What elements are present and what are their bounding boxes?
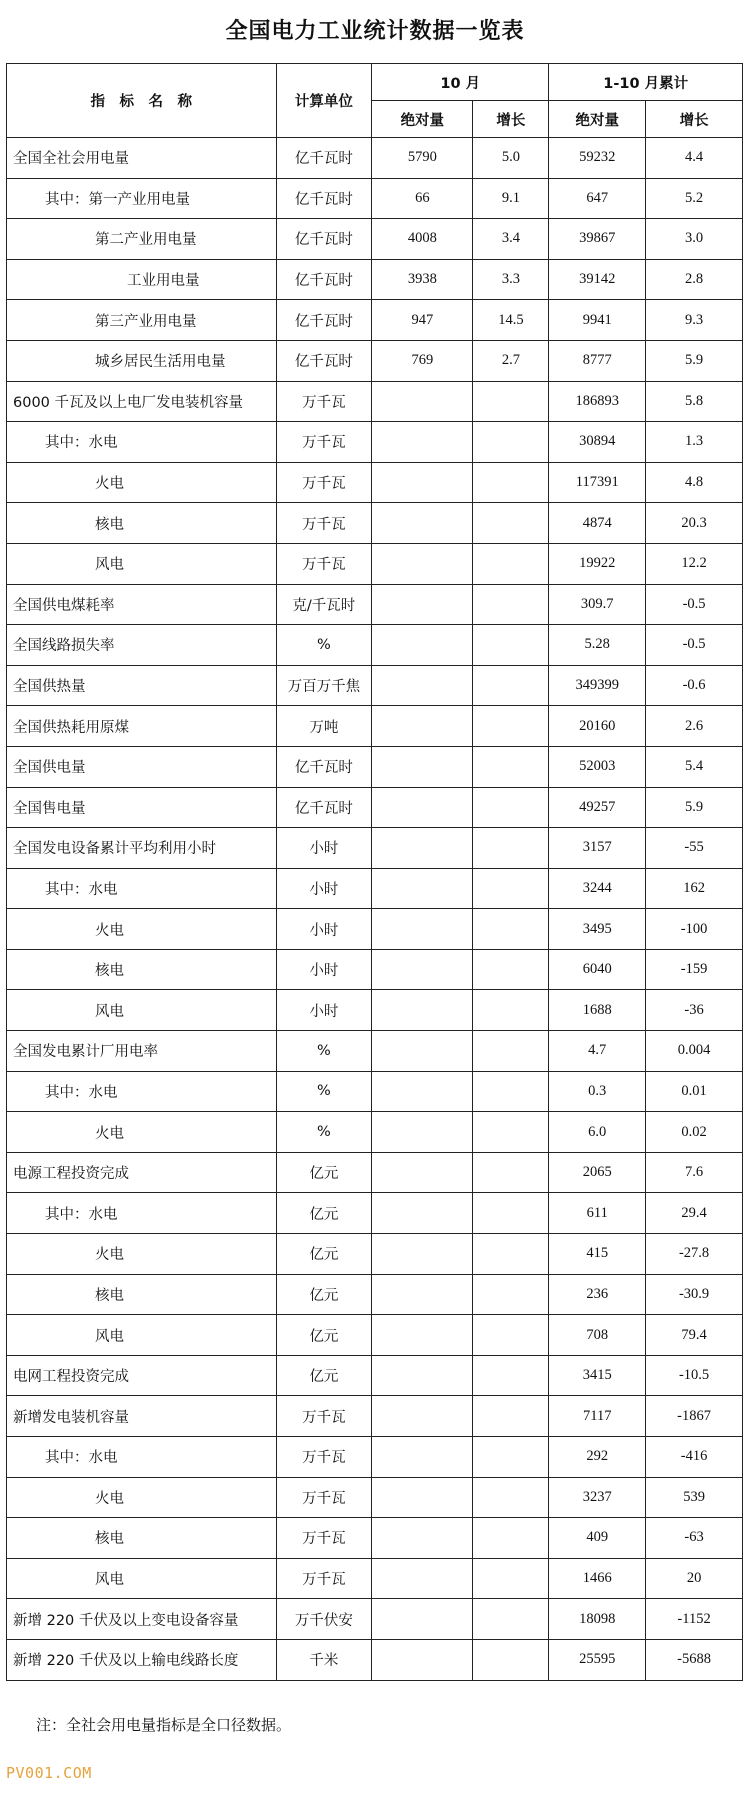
row-cumulative-abs: 3244 xyxy=(549,868,646,909)
table-row xyxy=(7,828,743,869)
row-month-abs xyxy=(372,868,473,909)
row-unit: 千米 xyxy=(276,1639,372,1680)
row-cumulative-growth: -0.5 xyxy=(646,584,743,625)
row-month-abs xyxy=(372,665,473,706)
row-cumulative-growth: 5.4 xyxy=(646,746,743,787)
row-cumulative-abs: 4874 xyxy=(549,503,646,544)
row-name: 全国供电煤耗率 xyxy=(7,584,277,625)
table-row xyxy=(7,1355,743,1396)
table-row xyxy=(7,543,743,584)
row-month-growth xyxy=(473,1234,549,1275)
row-month-abs: 3938 xyxy=(372,259,473,300)
row-month-abs xyxy=(372,1274,473,1315)
page-title: 全国电力工业统计数据一览表 xyxy=(225,19,525,44)
row-month-growth xyxy=(473,1477,549,1518)
row-name: 其中：水电 xyxy=(7,422,277,463)
row-month-growth xyxy=(473,625,549,666)
row-month-growth xyxy=(473,503,549,544)
row-cumulative-abs: 52003 xyxy=(549,746,646,787)
table-row xyxy=(7,1152,743,1193)
row-name: 第二产业用电量 xyxy=(7,219,277,260)
row-cumulative-abs: 309.7 xyxy=(549,584,646,625)
row-cumulative-abs: 7117 xyxy=(549,1396,646,1437)
row-name: 全国供热耗用原煤 xyxy=(7,706,277,747)
table-row xyxy=(7,1639,743,1680)
row-month-abs xyxy=(372,1477,473,1518)
header-cumulative-growth: 增长 xyxy=(646,101,743,138)
row-cumulative-growth: -416 xyxy=(646,1437,743,1478)
row-unit: 亿千瓦时 xyxy=(276,259,372,300)
table-row xyxy=(7,1071,743,1112)
row-unit: 亿千瓦时 xyxy=(276,746,372,787)
table-row xyxy=(7,1193,743,1234)
row-unit: 亿元 xyxy=(276,1152,372,1193)
row-name: 全国售电量 xyxy=(7,787,277,828)
row-cumulative-growth: 0.01 xyxy=(646,1071,743,1112)
row-name: 全国线路损失率 xyxy=(7,625,277,666)
row-name: 火电 xyxy=(7,462,277,503)
row-month-abs xyxy=(372,503,473,544)
table-row xyxy=(7,665,743,706)
row-name: 6000 千瓦及以上电厂发电装机容量 xyxy=(7,381,277,422)
row-cumulative-growth: -30.9 xyxy=(646,1274,743,1315)
row-cumulative-growth: 0.02 xyxy=(646,1112,743,1153)
row-cumulative-abs: 647 xyxy=(549,178,646,219)
row-month-abs: 5790 xyxy=(372,138,473,179)
table-row xyxy=(7,1234,743,1275)
row-unit: 亿元 xyxy=(276,1234,372,1275)
row-cumulative-growth: 5.9 xyxy=(646,787,743,828)
row-cumulative-growth: -100 xyxy=(646,909,743,950)
row-cumulative-abs: 409 xyxy=(549,1518,646,1559)
row-unit: % xyxy=(276,1071,372,1112)
row-name: 全国发电设备累计平均利用小时 xyxy=(7,828,277,869)
row-name: 火电 xyxy=(7,1234,277,1275)
row-cumulative-abs: 292 xyxy=(549,1437,646,1478)
row-unit: 万千伏安 xyxy=(276,1599,372,1640)
row-unit: 万千瓦 xyxy=(276,1518,372,1559)
row-month-abs xyxy=(372,462,473,503)
row-month-abs xyxy=(372,1558,473,1599)
table-row xyxy=(7,949,743,990)
row-cumulative-abs: 1688 xyxy=(549,990,646,1031)
row-cumulative-abs: 3237 xyxy=(549,1477,646,1518)
row-month-abs: 4008 xyxy=(372,219,473,260)
row-month-abs xyxy=(372,1234,473,1275)
row-name: 核电 xyxy=(7,503,277,544)
table-row xyxy=(7,462,743,503)
row-month-abs xyxy=(372,1396,473,1437)
row-month-abs xyxy=(372,990,473,1031)
row-name: 电网工程投资完成 xyxy=(7,1355,277,1396)
row-month-abs xyxy=(372,1193,473,1234)
row-unit: 万千瓦 xyxy=(276,1558,372,1599)
row-name: 电源工程投资完成 xyxy=(7,1152,277,1193)
row-month-abs xyxy=(372,1355,473,1396)
row-cumulative-growth: 5.2 xyxy=(646,178,743,219)
row-name: 其中：水电 xyxy=(7,1071,277,1112)
row-month-growth xyxy=(473,1031,549,1072)
row-cumulative-abs: 30894 xyxy=(549,422,646,463)
row-month-growth xyxy=(473,462,549,503)
header-month-abs: 绝对量 xyxy=(372,101,473,138)
row-month-abs xyxy=(372,1437,473,1478)
row-cumulative-growth: 1.3 xyxy=(646,422,743,463)
row-cumulative-growth: 29.4 xyxy=(646,1193,743,1234)
row-cumulative-growth: 12.2 xyxy=(646,543,743,584)
row-month-abs xyxy=(372,746,473,787)
table-row xyxy=(7,1396,743,1437)
header-indicator-name: 指 标 名 称 xyxy=(7,64,277,138)
row-month-growth xyxy=(473,1071,549,1112)
row-cumulative-growth: 7.6 xyxy=(646,1152,743,1193)
table-row xyxy=(7,1477,743,1518)
table-row xyxy=(7,706,743,747)
row-month-growth xyxy=(473,1152,549,1193)
header-month-growth: 增长 xyxy=(473,101,549,138)
table-row xyxy=(7,1112,743,1153)
table-row xyxy=(7,746,743,787)
row-month-growth xyxy=(473,1112,549,1153)
row-month-abs xyxy=(372,1112,473,1153)
row-unit: 亿千瓦时 xyxy=(276,300,372,341)
row-name: 火电 xyxy=(7,1112,277,1153)
row-month-abs xyxy=(372,1518,473,1559)
table-row xyxy=(7,1599,743,1640)
row-month-abs xyxy=(372,1031,473,1072)
row-unit: 小时 xyxy=(276,828,372,869)
row-month-growth xyxy=(473,584,549,625)
row-name: 核电 xyxy=(7,1518,277,1559)
row-name: 全国发电累计厂用电率 xyxy=(7,1031,277,1072)
row-cumulative-abs: 117391 xyxy=(549,462,646,503)
row-cumulative-abs: 2065 xyxy=(549,1152,646,1193)
row-month-growth xyxy=(473,1274,549,1315)
row-name: 全国全社会用电量 xyxy=(7,138,277,179)
row-unit: 万千瓦 xyxy=(276,503,372,544)
row-cumulative-growth: 539 xyxy=(646,1477,743,1518)
row-cumulative-growth: -27.8 xyxy=(646,1234,743,1275)
row-cumulative-abs: 39867 xyxy=(549,219,646,260)
header-unit: 计算单位 xyxy=(276,64,372,138)
row-month-abs xyxy=(372,706,473,747)
row-name: 全国供电量 xyxy=(7,746,277,787)
row-cumulative-growth: 20 xyxy=(646,1558,743,1599)
row-cumulative-abs: 0.3 xyxy=(549,1071,646,1112)
row-name: 其中：水电 xyxy=(7,1193,277,1234)
table-row xyxy=(7,1274,743,1315)
row-unit: 万千瓦 xyxy=(276,1437,372,1478)
row-cumulative-abs: 415 xyxy=(549,1234,646,1275)
row-month-growth xyxy=(473,665,549,706)
row-month-abs: 947 xyxy=(372,300,473,341)
row-cumulative-growth: -0.5 xyxy=(646,625,743,666)
row-name: 风电 xyxy=(7,1315,277,1356)
row-name: 火电 xyxy=(7,909,277,950)
row-name: 新增 220 千伏及以上变电设备容量 xyxy=(7,1599,277,1640)
row-cumulative-growth: -1152 xyxy=(646,1599,743,1640)
row-unit: 万千瓦 xyxy=(276,1396,372,1437)
row-unit: % xyxy=(276,625,372,666)
row-month-abs: 769 xyxy=(372,340,473,381)
table-row xyxy=(7,1518,743,1559)
row-month-growth xyxy=(473,990,549,1031)
row-month-abs xyxy=(372,625,473,666)
row-unit: 亿元 xyxy=(276,1193,372,1234)
row-month-growth xyxy=(473,1437,549,1478)
row-month-abs xyxy=(372,422,473,463)
row-month-abs xyxy=(372,381,473,422)
row-month-abs xyxy=(372,1152,473,1193)
table-row xyxy=(7,340,743,381)
row-month-growth: 5.0 xyxy=(473,138,549,179)
row-unit: 亿元 xyxy=(276,1355,372,1396)
table-row xyxy=(7,787,743,828)
table-row xyxy=(7,1558,743,1599)
row-unit: 亿千瓦时 xyxy=(276,340,372,381)
row-cumulative-abs: 3157 xyxy=(549,828,646,869)
row-name: 全国供热量 xyxy=(7,665,277,706)
row-cumulative-growth: 79.4 xyxy=(646,1315,743,1356)
row-cumulative-abs: 4.7 xyxy=(549,1031,646,1072)
row-name: 风电 xyxy=(7,543,277,584)
header-cumulative-abs: 绝对量 xyxy=(549,101,646,138)
row-month-growth xyxy=(473,1355,549,1396)
row-name: 核电 xyxy=(7,1274,277,1315)
row-month-growth xyxy=(473,787,549,828)
row-cumulative-growth: -1867 xyxy=(646,1396,743,1437)
row-cumulative-abs: 59232 xyxy=(549,138,646,179)
row-unit: 小时 xyxy=(276,868,372,909)
row-month-growth xyxy=(473,868,549,909)
row-cumulative-growth: 0.004 xyxy=(646,1031,743,1072)
row-month-growth: 9.1 xyxy=(473,178,549,219)
row-unit: 小时 xyxy=(276,909,372,950)
row-name: 城乡居民生活用电量 xyxy=(7,340,277,381)
table-row xyxy=(7,909,743,950)
row-cumulative-abs: 25595 xyxy=(549,1639,646,1680)
row-name: 新增发电装机容量 xyxy=(7,1396,277,1437)
row-month-abs xyxy=(372,584,473,625)
table-row xyxy=(7,178,743,219)
row-cumulative-abs: 39142 xyxy=(549,259,646,300)
row-name: 核电 xyxy=(7,949,277,990)
table-row xyxy=(7,868,743,909)
row-month-growth xyxy=(473,1599,549,1640)
row-unit: 亿千瓦时 xyxy=(276,178,372,219)
row-cumulative-abs: 349399 xyxy=(549,665,646,706)
row-cumulative-growth: 4.4 xyxy=(646,138,743,179)
row-month-growth xyxy=(473,828,549,869)
row-name: 其中：水电 xyxy=(7,1437,277,1478)
row-month-abs xyxy=(372,1599,473,1640)
row-month-abs xyxy=(372,1315,473,1356)
row-month-abs: 66 xyxy=(372,178,473,219)
row-cumulative-abs: 236 xyxy=(549,1274,646,1315)
row-unit: 万千瓦 xyxy=(276,1477,372,1518)
row-cumulative-growth: -5688 xyxy=(646,1639,743,1680)
row-month-growth: 2.7 xyxy=(473,340,549,381)
row-cumulative-growth: 4.8 xyxy=(646,462,743,503)
row-month-abs xyxy=(372,909,473,950)
table-row xyxy=(7,300,743,341)
row-unit: 克/千瓦时 xyxy=(276,584,372,625)
row-cumulative-growth: -63 xyxy=(646,1518,743,1559)
row-cumulative-abs: 1466 xyxy=(549,1558,646,1599)
row-cumulative-growth: -55 xyxy=(646,828,743,869)
watermark: PV001.COM xyxy=(6,1764,92,1782)
row-unit: 万千瓦 xyxy=(276,543,372,584)
row-month-abs xyxy=(372,787,473,828)
row-cumulative-growth: 20.3 xyxy=(646,503,743,544)
row-unit: 万千瓦 xyxy=(276,422,372,463)
row-month-growth xyxy=(473,746,549,787)
table-row xyxy=(7,381,743,422)
row-cumulative-abs: 3415 xyxy=(549,1355,646,1396)
row-unit: 小时 xyxy=(276,949,372,990)
row-name: 其中：水电 xyxy=(7,868,277,909)
row-month-growth xyxy=(473,543,549,584)
row-cumulative-abs: 6040 xyxy=(549,949,646,990)
row-cumulative-abs: 18098 xyxy=(549,1599,646,1640)
row-cumulative-growth: 5.8 xyxy=(646,381,743,422)
row-month-growth xyxy=(473,1639,549,1680)
row-cumulative-growth: 3.0 xyxy=(646,219,743,260)
table-row xyxy=(7,422,743,463)
row-cumulative-abs: 186893 xyxy=(549,381,646,422)
row-month-growth xyxy=(473,909,549,950)
row-unit: 亿千瓦时 xyxy=(276,138,372,179)
table-row xyxy=(7,584,743,625)
row-month-growth xyxy=(473,1315,549,1356)
row-cumulative-growth: -0.6 xyxy=(646,665,743,706)
row-cumulative-growth: -159 xyxy=(646,949,743,990)
row-name: 风电 xyxy=(7,990,277,1031)
header-cumulative: 1-10 月累计 xyxy=(549,64,743,101)
row-cumulative-growth: 5.9 xyxy=(646,340,743,381)
row-name: 风电 xyxy=(7,1558,277,1599)
row-cumulative-abs: 5.28 xyxy=(549,625,646,666)
row-month-growth xyxy=(473,1558,549,1599)
row-name: 其中：第一产业用电量 xyxy=(7,178,277,219)
row-cumulative-abs: 19922 xyxy=(549,543,646,584)
row-month-growth xyxy=(473,381,549,422)
table-row xyxy=(7,138,743,179)
row-name: 第三产业用电量 xyxy=(7,300,277,341)
row-month-abs xyxy=(372,1639,473,1680)
row-cumulative-growth: 162 xyxy=(646,868,743,909)
row-name: 新增 220 千伏及以上输电线路长度 xyxy=(7,1639,277,1680)
row-name: 工业用电量 xyxy=(7,259,277,300)
row-cumulative-abs: 20160 xyxy=(549,706,646,747)
table-row xyxy=(7,219,743,260)
header-month: 10 月 xyxy=(372,64,549,101)
row-cumulative-growth: 2.8 xyxy=(646,259,743,300)
row-month-abs xyxy=(372,828,473,869)
row-cumulative-abs: 708 xyxy=(549,1315,646,1356)
table-row xyxy=(7,503,743,544)
row-name: 火电 xyxy=(7,1477,277,1518)
statistics-table xyxy=(6,63,743,1681)
row-unit: 亿千瓦时 xyxy=(276,219,372,260)
row-cumulative-growth: 9.3 xyxy=(646,300,743,341)
table-body xyxy=(7,138,743,1681)
row-month-growth xyxy=(473,1518,549,1559)
row-month-growth xyxy=(473,706,549,747)
row-unit: 万吨 xyxy=(276,706,372,747)
row-month-growth xyxy=(473,1396,549,1437)
row-cumulative-growth: 2.6 xyxy=(646,706,743,747)
row-unit: 亿元 xyxy=(276,1315,372,1356)
row-unit: 万千瓦 xyxy=(276,381,372,422)
footnote: 注：全社会用电量指标是全口径数据。 xyxy=(36,1716,292,1734)
row-cumulative-abs: 49257 xyxy=(549,787,646,828)
row-month-abs xyxy=(372,949,473,990)
table-row xyxy=(7,1437,743,1478)
row-month-growth xyxy=(473,949,549,990)
row-unit: % xyxy=(276,1031,372,1072)
row-cumulative-abs: 6.0 xyxy=(549,1112,646,1153)
row-unit: 万千瓦 xyxy=(276,462,372,503)
table-row xyxy=(7,990,743,1031)
row-unit: 小时 xyxy=(276,990,372,1031)
row-month-growth: 3.4 xyxy=(473,219,549,260)
row-month-growth: 3.3 xyxy=(473,259,549,300)
table-header-row xyxy=(7,64,743,101)
table-row xyxy=(7,1315,743,1356)
row-cumulative-abs: 3495 xyxy=(549,909,646,950)
table-row xyxy=(7,625,743,666)
row-cumulative-abs: 8777 xyxy=(549,340,646,381)
table-row xyxy=(7,259,743,300)
row-month-growth xyxy=(473,1193,549,1234)
row-month-growth xyxy=(473,422,549,463)
row-unit: % xyxy=(276,1112,372,1153)
table-row xyxy=(7,1031,743,1072)
row-cumulative-abs: 9941 xyxy=(549,300,646,341)
row-cumulative-growth: -36 xyxy=(646,990,743,1031)
row-unit: 亿千瓦时 xyxy=(276,787,372,828)
row-cumulative-abs: 611 xyxy=(549,1193,646,1234)
row-month-abs xyxy=(372,1071,473,1112)
row-month-growth: 14.5 xyxy=(473,300,549,341)
row-cumulative-growth: -10.5 xyxy=(646,1355,743,1396)
row-unit: 万百万千焦 xyxy=(276,665,372,706)
row-unit: 亿元 xyxy=(276,1274,372,1315)
row-month-abs xyxy=(372,543,473,584)
